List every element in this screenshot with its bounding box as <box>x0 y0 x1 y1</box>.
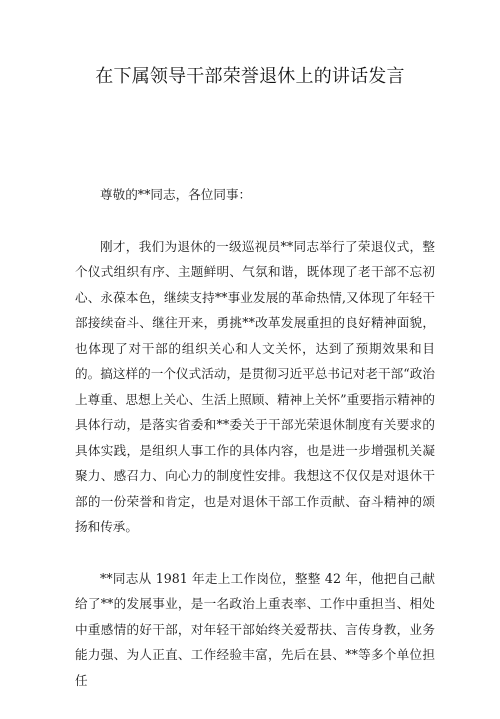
paragraph-2: **同志从 1981 年走上工作岗位，整整 42 年，他把自己献给了**的发展事业，是一名政治上重表率、工作中重担当、相处中重感情的好干部，对年轻干部始终关爱帮扶、言传身教，业务能力强、为人正直、工作经验丰富，先后在县、**等多个单位担任 <box>75 570 435 688</box>
document-title: 在下属领导干部荣誉退休上的讲话发言 <box>95 66 405 87</box>
document-body <box>75 182 435 719</box>
paragraph-1: 刚才，我们为退休的一级巡视员**同志举行了荣退仪式，整个仪式组织有序、主题鲜明、气氛和谐，既体现了老干部不忘初心、永葆本色，继续支持**事业发展的革命热情,又体现了年轻干部接续奋斗、继往开来，勇挑**改革发展重担的良好精神面貌，也体现了对干部的组织关心和人文关怀，达到了预期效果和目的。搞这样的一个仪式活动，是贯彻习近平总书记对老干部“政治上尊重、思想上关心、生活上照顾、精神上关怀”重要指示精神的具体行动，是落实省委和**委关于干部光荣退休制度有关要求的具体实践，是组织人事工作的具体内容，也是进一步增强机关凝聚力、感召力、向心力的制度性安排。我想这不仅仅是对退休干部的一份荣誉和肯定，也是对退休干部工作贡献、奋斗精神的颂扬和传承。 <box>75 238 435 534</box>
salutation: 尊敬的**同志，各位同事： <box>100 187 252 202</box>
